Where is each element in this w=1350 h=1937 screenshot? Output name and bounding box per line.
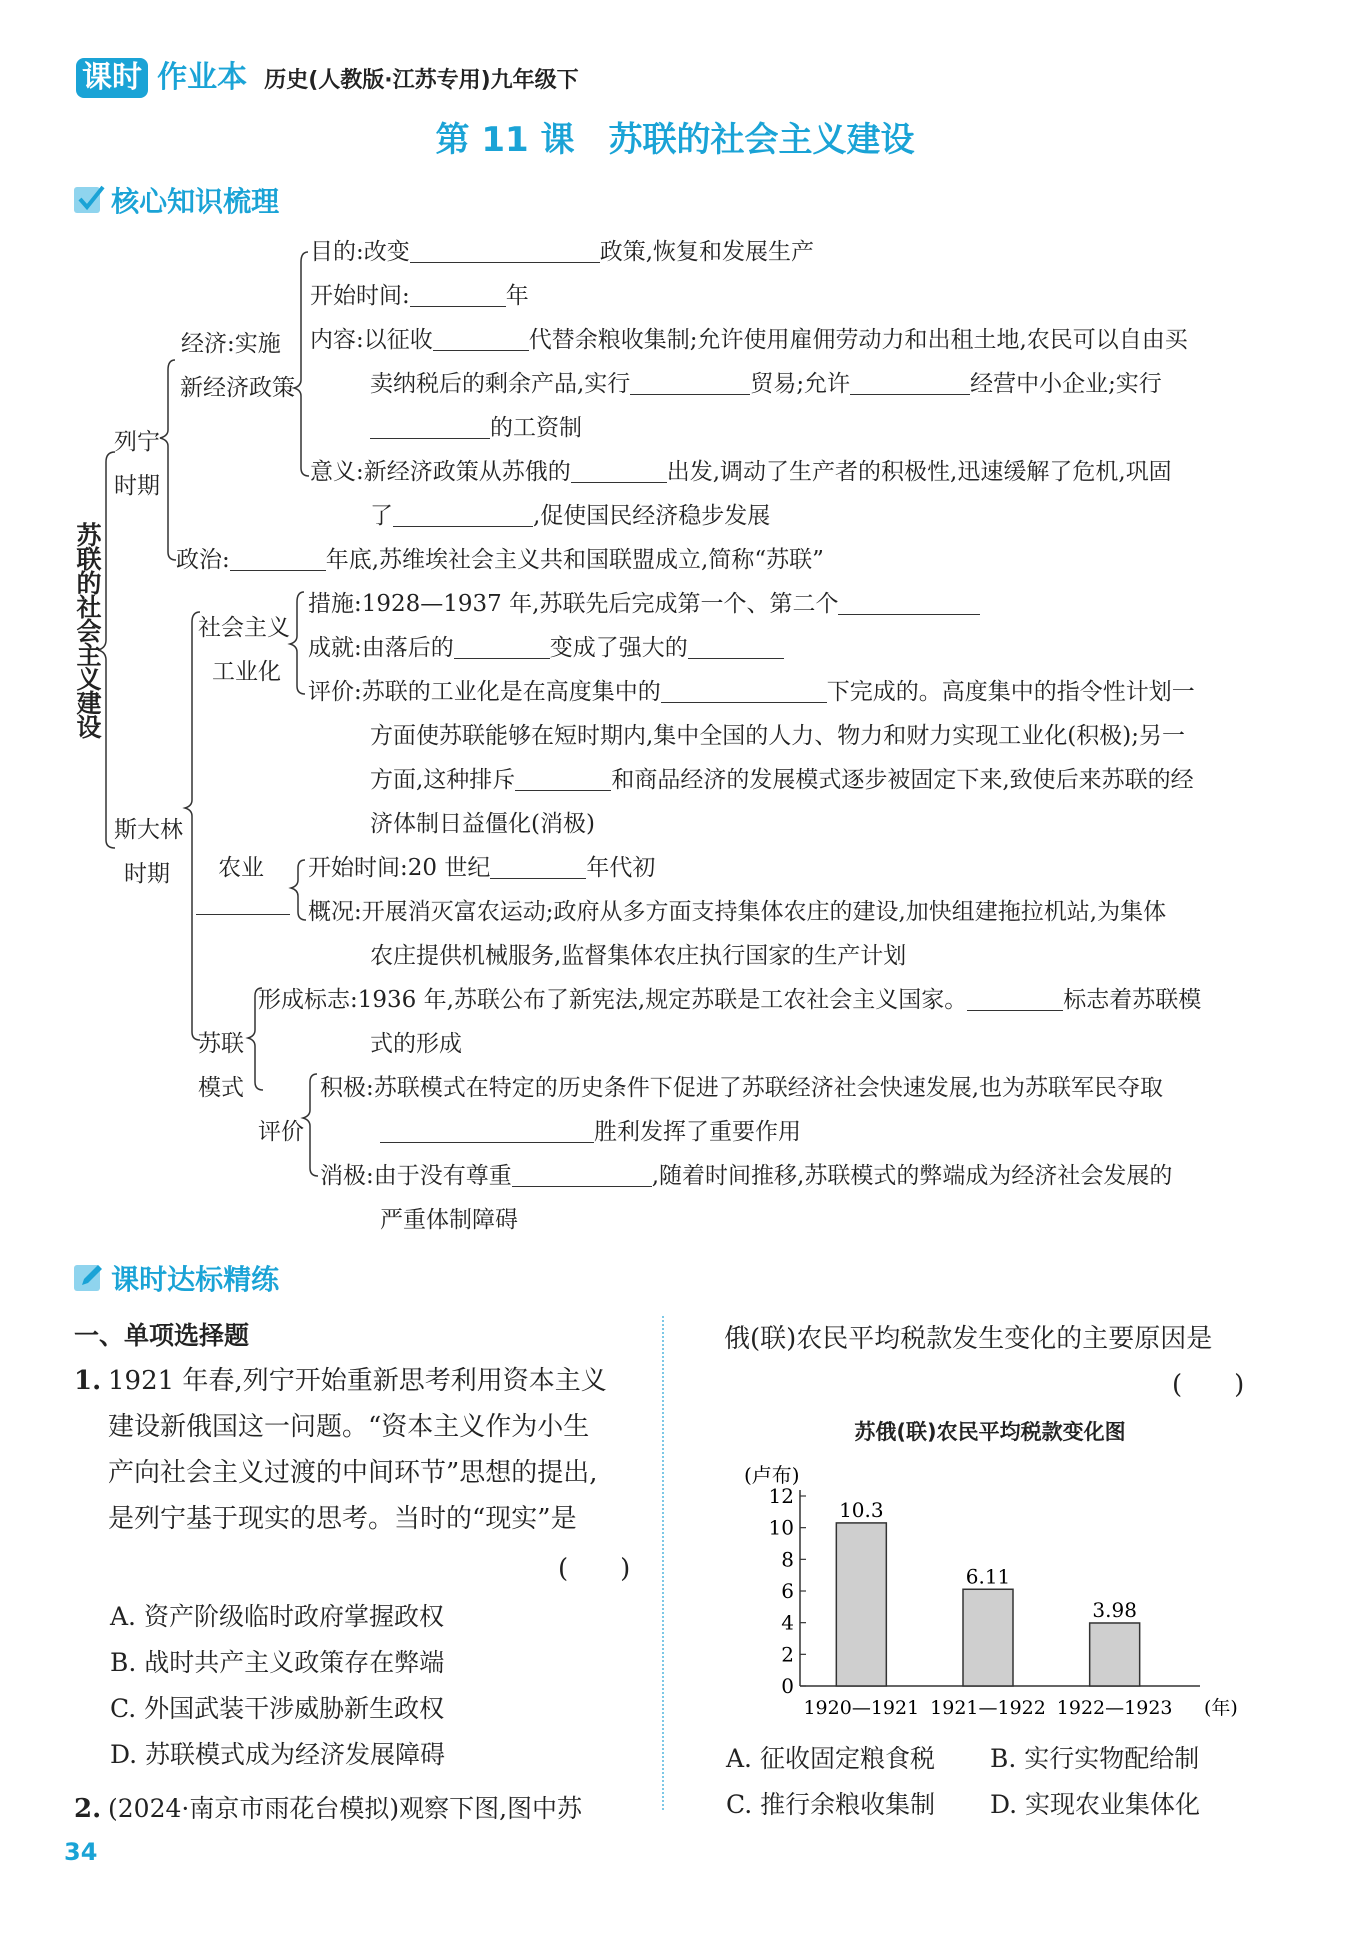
- agri-label: 农业: [218, 855, 264, 881]
- model-mark-1: 形成标志:1936 年,苏联公布了新宪法,规定苏联是工农社会主义国家。 标志着苏联模: [258, 987, 1202, 1013]
- nep-content-2: 卖纳税后的剩余产品,实行 贸易;允许 经营中小企业;实行: [370, 371, 1162, 397]
- y-axis-label: (卢布): [744, 1463, 800, 1487]
- ind-eval-1: 评价:苏联的工业化是在高度集中的 下完成的。高度集中的指令性计划一: [308, 679, 1195, 705]
- bar: [963, 1589, 1013, 1686]
- bar: [1090, 1623, 1140, 1686]
- q2-number: 2.: [74, 1794, 102, 1824]
- page-number: 34: [64, 1838, 98, 1866]
- ind-eval-2: 方面使苏联能够在短时期内,集中全国的人力、物力和财力实现工业化(积极);另一: [370, 723, 1186, 749]
- y-tick-label: 6: [781, 1579, 794, 1603]
- y-tick-label: 4: [781, 1610, 794, 1635]
- brand-logo: 课时: [76, 58, 148, 98]
- ind-eval-4: 济体制日益僵化(消极): [370, 811, 595, 837]
- column-divider: [662, 1316, 664, 1810]
- q1-answer-paren[interactable]: ( ): [558, 1554, 631, 1584]
- nep-meaning-2: 了 ,促使国民经济稳步发展: [370, 503, 771, 529]
- bar-value-label: 3.98: [1092, 1597, 1137, 1622]
- q1-option-b[interactable]: B. 战时共产主义政策存在弊端: [110, 1648, 445, 1677]
- y-tick-label: 0: [781, 1674, 794, 1698]
- model-eval-label: 评价: [258, 1119, 304, 1145]
- y-tick-label: 8: [781, 1547, 794, 1572]
- bar-value-label: 6.11: [965, 1564, 1011, 1589]
- agri-blank: [196, 892, 290, 915]
- agri-start: 开始时间:20 世纪 年代初: [308, 855, 656, 881]
- model-neg-1: 消极:由于没有尊重 ,随着时间推移,苏联模式的弊端成为经济社会发展的: [320, 1163, 1173, 1189]
- y-tick-label: 10: [768, 1515, 794, 1540]
- nep-meaning-1: 意义:新经济政策从苏俄的 出发,调动了生产者的积极性,迅速缓解了危机,巩固: [310, 459, 1172, 485]
- q1-number: 1.: [74, 1366, 102, 1396]
- pencil-icon: [72, 1261, 106, 1295]
- q2-stem-1: (2024·南京市雨花台模拟)观察下图,图中苏: [108, 1794, 583, 1823]
- nep-label: 经济:实施 新经济政策: [180, 331, 295, 401]
- subject-label: 历史(人教版·江苏专用)九年级下: [264, 68, 579, 93]
- exercise-heading: 一、单项选择题: [74, 1321, 250, 1350]
- model-label: 苏联 模式: [198, 1031, 244, 1101]
- q1-option-d[interactable]: D. 苏联模式成为经济发展障碍: [110, 1740, 446, 1769]
- x-tick-label: 1921—1922: [930, 1697, 1046, 1719]
- lenin-period-label: 列宁 时期: [114, 429, 160, 499]
- bar: [836, 1523, 886, 1686]
- stalin-period-label: 斯大林 时期: [114, 817, 183, 887]
- ind-eval-3: 方面,这种排斥 和商品经济的发展模式逐步被固定下来,致使后来苏联的经: [370, 767, 1194, 793]
- q2-options: [726, 1736, 1266, 1828]
- model-pos-1: 积极:苏联模式在特定的历史条件下促进了苏联经济社会快速发展,也为苏联军民夺取: [320, 1075, 1164, 1101]
- nep-content-3: 的工资制: [370, 412, 582, 444]
- nep-content-1: 内容:以征收 代替余粮收集制;允许使用雇佣劳动力和出租土地,农民可以自由买: [310, 327, 1188, 353]
- ind-measure: 措施:1928—1937 年,苏联先后完成第一个、第二个: [308, 588, 980, 620]
- y-tick-label: 2: [781, 1642, 794, 1667]
- tax-bar-chart: [740, 1440, 1260, 1740]
- model-mark-2: 式的形成: [370, 1031, 462, 1057]
- politics: 政治: 年底,苏维埃社会主义共和国联盟成立,简称“苏联”: [176, 547, 824, 573]
- q2-stem-2: 俄(联)农民平均税款发生变化的主要原因是: [724, 1324, 1213, 1354]
- x-tick-label: 1920—1921: [803, 1697, 920, 1719]
- section-heading-knowledge: 核心知识梳理: [72, 180, 279, 220]
- q1-option-c[interactable]: C. 外国武装干涉威胁新生政权: [110, 1694, 445, 1723]
- model-neg-2: 严重体制障碍: [380, 1207, 518, 1233]
- ind-achievement: 成就:由落后的 变成了强大的: [308, 632, 784, 664]
- model-pos-2: 胜利发挥了重要作用: [380, 1116, 801, 1148]
- nep-start: 开始时间: 年: [310, 283, 529, 309]
- nep-goal: 目的:改变 政策,恢复和发展生产: [310, 239, 815, 265]
- x-axis-label: (年): [1204, 1697, 1238, 1719]
- mindmap-root: 苏联的社会主义建设: [73, 522, 102, 738]
- chart-title: 苏俄(联)农民平均税款变化图: [854, 1420, 1126, 1444]
- lesson-title: 第 11 课 苏联的社会主义建设: [435, 120, 915, 160]
- q1-option-a[interactable]: A. 资产阶级临时政府掌握政权: [110, 1602, 444, 1631]
- section-heading-practice: 课时达标精练: [72, 1258, 279, 1298]
- agri-overview-2: 农庄提供机械服务,监督集体农庄执行国家的生产计划: [370, 943, 907, 969]
- brand-name: 作业本: [157, 60, 248, 95]
- q2-option-c[interactable]: C. 推行余粮收集制: [726, 1790, 936, 1819]
- q1-stem: 1921 年春,列宁开始重新思考利用资本主义 建设新俄国这一问题。“资本主义作为小生 产向社会主义过渡的中间环节”思想的提出, 是列宁基于现实的思考。当时的“现实”是: [108, 1366, 607, 1534]
- bar-value-label: 10.3: [839, 1497, 884, 1522]
- agri-overview-1: 概况:开展消灭富农运动;政府从多方面支持集体农庄的建设,加快组建拖拉机站,为集体: [308, 899, 1167, 925]
- q2-option-a[interactable]: A. 征收固定粮食税: [726, 1744, 935, 1773]
- q1-options: [110, 1594, 445, 1778]
- industrialization-label: 社会主义 工业化: [198, 615, 290, 685]
- q2-option-b[interactable]: B. 实行实物配给制: [990, 1744, 1200, 1773]
- q2-option-d[interactable]: D. 实现农业集体化: [990, 1790, 1201, 1819]
- q2-answer-paren[interactable]: ( ): [1172, 1370, 1245, 1400]
- y-tick-label: 12: [768, 1484, 794, 1508]
- x-tick-label: 1922—1923: [1056, 1697, 1173, 1719]
